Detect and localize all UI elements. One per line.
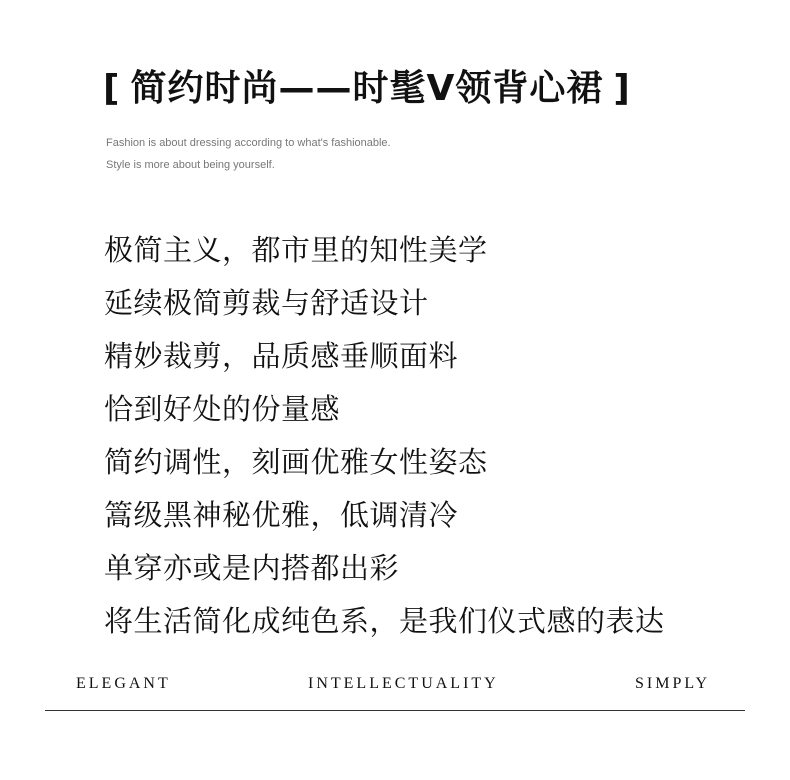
copy-line: 篙级黑神秘优雅，低调清冷 [104,498,459,532]
copy-line: 简约调性，刻画优雅女性姿态 [104,445,488,479]
footer-word-intellectuality: INTELLECTUALITY [308,675,499,692]
title-bracket-close: ] [613,68,631,109]
copy-line: 单穿亦或是内搭都出彩 [104,551,400,585]
footer-word-simply: SIMPLY [635,675,711,692]
copy-lines [104,228,665,652]
copy-line: 精妙裁剪，品质感垂顺面料 [104,339,459,373]
subtitle-line-1: Fashion is about dressing according to what's fashionable. [106,137,391,149]
copy-line: 极简主义，都市里的知性美学 [104,233,488,267]
title-bracket-open: [ [103,68,121,109]
page-title [103,64,631,114]
copy-line: 将生活简化成纯色系，是我们仪式感的表达 [104,604,665,638]
title-text: 简约时尚——时髦V领背心裙 [130,68,604,109]
copy-line: 延续极简剪裁与舒适设计 [104,286,429,320]
footer-divider [45,710,745,711]
copy-line: 恰到好处的份量感 [104,392,341,426]
footer-word-elegant: ELEGANT [76,675,171,692]
subtitle-line-2: Style is more about being yourself. [106,159,275,171]
